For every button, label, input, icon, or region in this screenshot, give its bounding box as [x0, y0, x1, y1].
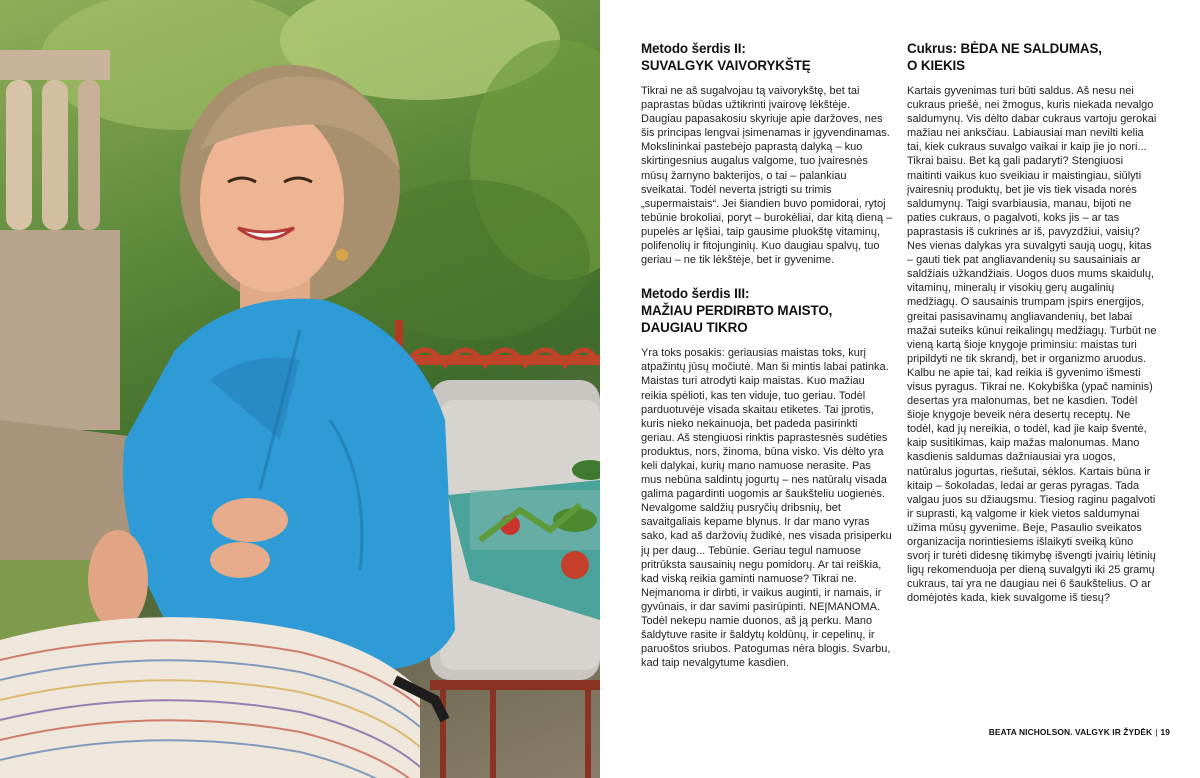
text-column-right: [907, 40, 1159, 605]
book-title: BEATA NICHOLSON. VALGYK IR ŽYDĖK: [988, 727, 1153, 737]
section-heading: [907, 40, 1159, 74]
heading-line-2: O KIEKIS: [907, 58, 965, 73]
page-number: 19: [1160, 727, 1170, 737]
section-heading: [641, 40, 893, 74]
heading-line-1: Metodo šerdis II:: [641, 41, 746, 56]
section-rainbow: [641, 40, 893, 267]
section-less-processed: [641, 285, 893, 670]
section-body: Yra toks posakis: geriausias maistas toks, kurį atpažintų jūsų močiutė. Man ši mintis labai patinka. Maistas turi atrodyti kaip maistas. Kuo mažiau reikia spėlioti, kas ten viduje, tuo geriau. Todėl parduotuvėje visada skaitau etiketes. Tai įprotis, kuris nieko nekainuoja, bet padeda pasirinkti geriau. Aš stengiuosi rinktis paprastesnės sudėties produktus, nors, žinoma, būna visko. Vis dėlto yra keli dalykai, kurių mano namuose nerasite. Pas mus nebūna saldintų jogurtų – nes natūralų visada galima pagardinti uogomis ar šaukšteliu uogienės. Nevalgome saldžių pusryčių dribsnių, bet savaitgaliais kepame blynus. Ir dar mano vyras sako, kad aš daržovių žudikė, nes visada prisiperku jų per daug... Tebūnie. Geriau tegul namuose pritrūksta sausainių negu pomidorų. Ar tai reiškia, kad viską reikia gaminti namuose? Tikrai ne. Neįmanoma ir dirbti, ir vaikus auginti, ir namais, ir gyvūnais, ir dar savimi pasirūpinti. NEĮMANOMA. Todėl nekepu namie duonos, aš ją perku. Mano šaldytuve rasite ir šaldytų koldūnų, ir cepelinų, ir paruoštos sriubos. Patogumas nėra blogis. Svarbu, kad taip nevalgytume kasdien.: [641, 347, 892, 670]
section-sugar: [907, 40, 1159, 605]
text-column-left: [641, 40, 893, 670]
page-footer: [989, 727, 1170, 737]
section-body: Kartais gyvenimas turi būti saldus. Aš nesu nei cukraus priešė, nei žmogus, kuris niekada nevalgo saldumynų. Vis dėlto dabar cukraus vartoju gerokai mažiau nei anksčiau. Labiausiai man nevilti kelia tai, kiek cukraus suvalgo vaikai ir kaip jie jo nori... Tikrai baisu. Bet ką gali padaryti? Stengiuosi maitinti vaikus kuo sveikiau ir maistingiau, siūlyti įvairesnių produktų, bet jie vis tiek visada norės saldumynų. Taigi svarbiausia, manau, bijoti ne paties cukraus, o pagalvoti, koks jis – ar tas paprastasis iš cukrinės ar iš, pavyzdžiui, vaisių? Nes vienas dalykas yra suvalgyti saują uogų, kitas – gauti tiek pat angliavandenių su sausainiais ar saldžiais užkandžiais. Uogos duos mums skaidulų, vitaminų, mineralų ir visokių gerų augalinių medžiagų. O sausainis trumpam įspirs energijos, greitai pasisavinamų angliavandenių, bet labai mažai suteiks kūnui reikalingų medžiagų. Turbūt ne vieną kartą šioje knygoje priminsiu: maistas turi pripildyti ne tik skrandį, bet ir organizmo aruodus. Kalbu ne apie tai, kad reikia iš gyvenimo išmesti visus pyragus. Tikrai ne. Kokybiška (ypač naminis) desertas yra malonumas, bet ne kasdien. Todėl šioje knygoje beveik nėra desertų receptų. Ne todėl, kad jų nereikia, o todėl, kad jie kaip šventė, kaip susitikimas, kaip mažas malonumas. Mano kasdienis saldumas dažniausiai yra uogos, natūralus jogurtas, riešutai, sėklos. Kartais būna ir kitaip – šokoladas, ledai ar geras pyragas. Tada valgau juos su džiaugsmu. Tiesiog raginu pagalvoti ir suprasti, ką valgome ir kiek vietos saldumynai užima mūsų gyvenime. Beje, Pasaulio sveikatos organizacija norintiesiems išlaikyti sveiką kūno svorį ir turėti didesnę tikimybę išvengti įvairių lėtinių ligų rekomenduoja per dieną suvalgyti iki 25 gramų cukraus, tai yra ne daugiau nei 6 šaukštelius. O ar domėjotės kada, kiek suvalgome iš tiesų?: [907, 85, 1157, 605]
heading-line-1: Metodo šerdis III:: [641, 286, 750, 302]
heading-line-2: SUVALGYK VAIVORYKŠTĘ: [641, 58, 811, 73]
heading-line-2: MAŽIAU PERDIRBTO MAISTO, DAUGIAU TIKRO: [641, 303, 833, 336]
footer-separator: |: [1155, 727, 1158, 737]
section-body: Tikrai ne aš sugalvojau tą vaivorykštę, bet tai paprastas būdas užtikrinti įvairovę lėkštėje. Daugiau papasakosiu skyriuje apie daržoves, nes šis principas lengvai įsimenamas ir įgyvendinamas. Mokslininkai pastebėjo paprastą dalyką – kuo skirtingesnius augalus valgome, tuo įvairesnės mūsų žarnyno bakterijos, o tai – palankiau sveikatai. Todėl neverta įstrigti su trimis „supermaistais“. Jei šiandien buvo pomidorai, rytoj tebūnie brokoliai, poryt – burokėliai, dar kitą dieną – pupelės ar lęšiai, taip gausime pluokštę vitaminų, polifenolių ir fitojunginių. Kuo daugiau spalvų, tuo geriau – ne tik lėkštėje, bet ir gyvenime.: [641, 85, 893, 267]
heading-line-1: Cukrus: BĖDA NE SALDUMAS,: [907, 41, 1102, 56]
section-heading: [641, 285, 893, 336]
